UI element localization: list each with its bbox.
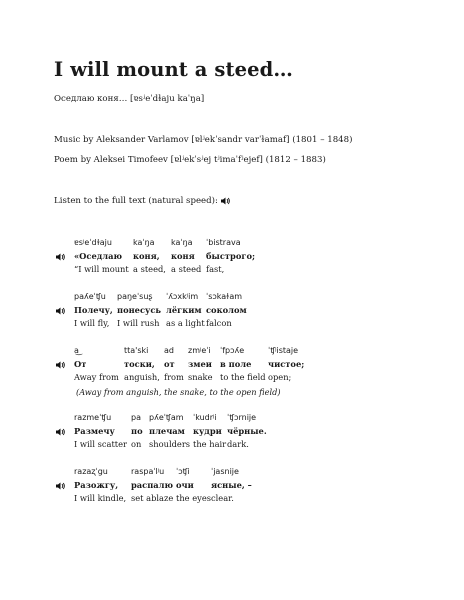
ipa-word: tta'ski: [124, 346, 149, 355]
ipa-word: ad: [164, 346, 174, 355]
speaker-icon[interactable]: [56, 428, 65, 436]
russian-word: Полечу,: [74, 305, 113, 315]
ipa-word: razaʐˈgu: [74, 467, 108, 476]
english-word: to the field: [220, 372, 266, 382]
russian-word: от: [164, 359, 175, 369]
russian-word: кудри: [193, 426, 222, 436]
ipa-word: razmeˈʧu: [74, 413, 112, 422]
russian-word: понесусь: [117, 305, 162, 315]
ipa-word: a͜: [74, 346, 79, 355]
ipa-word: raspaˈlʲu: [131, 467, 165, 476]
english-word: falcon: [206, 318, 232, 328]
ipa-word: ɐsʲeˈdɫaju: [74, 238, 112, 247]
russian-word: ясные, –: [211, 480, 252, 490]
english-word: “I will mount: [74, 264, 129, 274]
english-word: fast,: [206, 264, 225, 274]
ipa-word: ˈsɔkaɫam: [206, 292, 243, 301]
ipa-word: ˈɔʧi: [176, 467, 190, 476]
english-word: on: [131, 439, 142, 449]
english-word: I will kindle,: [74, 493, 127, 503]
russian-word: в поле: [220, 359, 252, 369]
ipa-word: paŋeˈsuʂ: [117, 292, 153, 301]
english-word: clear.: [211, 493, 234, 503]
english-word: a steed: [171, 264, 202, 274]
speaker-icon[interactable]: [221, 197, 230, 205]
english-word: as a light: [166, 318, 205, 328]
page-title: I will mount a steed…: [54, 58, 293, 81]
english-word: Away from: [74, 372, 119, 382]
english-word: set ablaze: [131, 493, 174, 503]
ipa-word: ˈʧɔrnije: [227, 413, 257, 422]
english-word: I will fly,: [74, 318, 110, 328]
speaker-icon[interactable]: [56, 361, 65, 369]
ipa-word: kaˈŋa: [171, 238, 193, 247]
english-word: from: [164, 372, 184, 382]
russian-word: коня,: [133, 251, 160, 261]
english-word: I will scatter: [74, 439, 128, 449]
russian-word: коня: [171, 251, 195, 261]
ipa-word: kaˈŋa: [133, 238, 155, 247]
ipa-word: ˈkudrʲi: [193, 413, 217, 422]
ipa-word: ˈjasnije: [211, 467, 239, 476]
ipa-word: paʎeˈʧu: [74, 292, 106, 301]
ipa-word: pa: [131, 413, 141, 422]
music-credit: Music by Aleksander Varlamov [ɐlʲekˈsandr varˈɫamaf] (1801 – 1848): [54, 135, 353, 145]
russian-word: «Оседлаю: [74, 251, 123, 261]
speaker-icon[interactable]: [56, 307, 65, 315]
english-word: anguish,: [124, 372, 160, 382]
english-word: I will rush: [117, 318, 160, 328]
english-word: the hair: [193, 439, 227, 449]
ipa-word: ˈfpɔʎe: [220, 346, 245, 355]
translation-note: (Away from anguish, the snake, to the open field): [76, 387, 281, 397]
ipa-word: ˈʎɔxkʲim: [166, 292, 199, 301]
russian-word: Разожгу,: [74, 480, 119, 490]
english-word: snake: [188, 372, 213, 382]
russian-word: тоски,: [124, 359, 155, 369]
russian-word: плечам: [149, 426, 185, 436]
ipa-word: pʎeˈʧam: [149, 413, 184, 422]
ipa-word: ˈʧʲistaje: [268, 346, 299, 355]
russian-word: змеи: [188, 359, 212, 369]
english-word: dark.: [227, 439, 249, 449]
russian-word: соколом: [206, 305, 247, 315]
russian-word: От: [74, 359, 87, 369]
russian-word: быстрого;: [206, 251, 256, 261]
russian-word: очи: [176, 480, 194, 490]
russian-word: распалю: [131, 480, 174, 490]
speaker-icon[interactable]: [56, 253, 65, 261]
english-word: the eyes: [176, 493, 211, 503]
ipa-word: ˈbistrava: [206, 238, 241, 247]
russian-word: чёрные.: [227, 426, 267, 436]
english-word: a steed,: [133, 264, 166, 274]
russian-word: Размечу: [74, 426, 115, 436]
ipa-word: zmʲeˈi: [188, 346, 211, 355]
speaker-icon[interactable]: [56, 482, 65, 490]
page-subtitle: Оседлаю коня… [ɐsʲeˈdɫaju kaˈŋa]: [54, 94, 205, 104]
russian-word: по: [131, 426, 143, 436]
russian-word: лёгким: [166, 305, 202, 315]
english-word: shoulders: [149, 439, 191, 449]
russian-word: чистое;: [268, 359, 305, 369]
poem-credit: Poem by Aleksei Timofeev [ɐlʲekˈsʲej tʲimaˈfʲejef] (1812 – 1883): [54, 155, 326, 165]
listen-label: Listen to the full text (natural speed):: [54, 196, 218, 206]
listen-line: [54, 196, 230, 206]
english-word: open;: [268, 372, 292, 382]
